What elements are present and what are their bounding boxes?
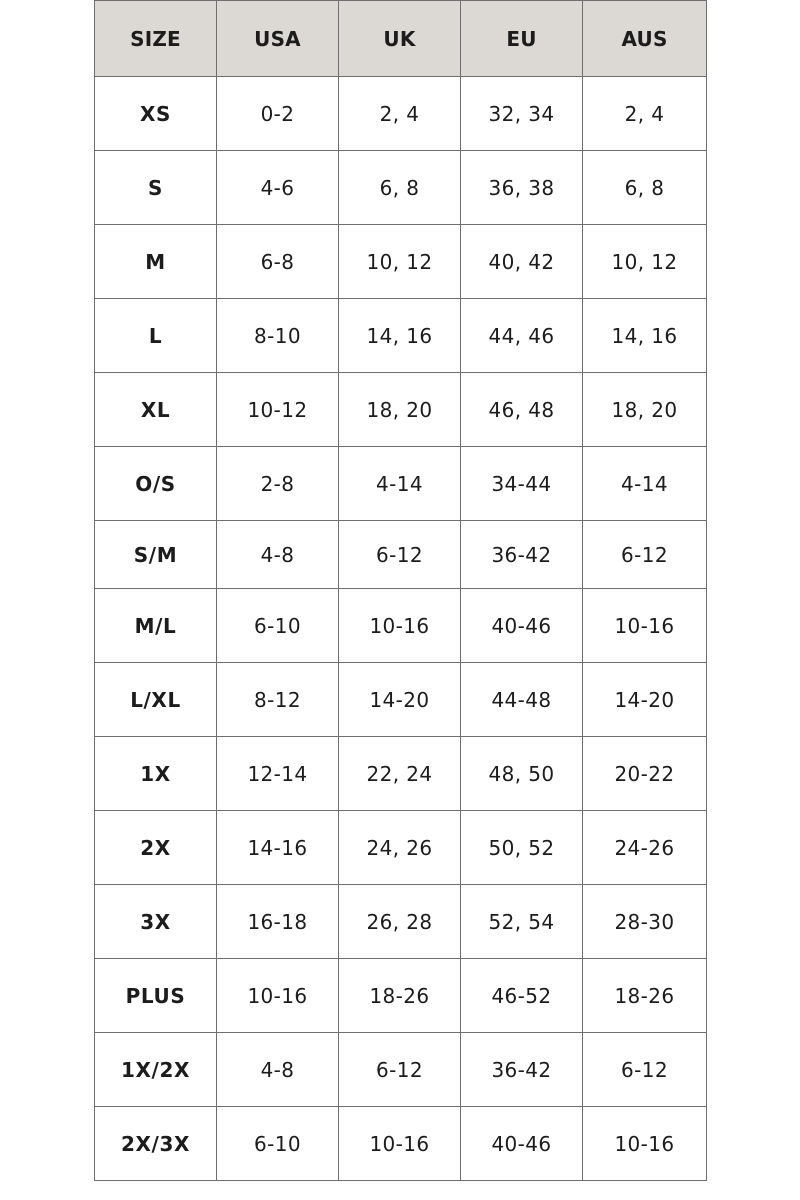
uk-cell: 6-12 <box>339 521 461 589</box>
aus-cell: 10-16 <box>583 1107 707 1181</box>
size-chart-body <box>95 77 707 1181</box>
size-cell: 3X <box>95 885 217 959</box>
size-cell: PLUS <box>95 959 217 1033</box>
table-row <box>95 959 707 1033</box>
usa-cell: 2-8 <box>217 447 339 521</box>
aus-cell: 28-30 <box>583 885 707 959</box>
table-row <box>95 521 707 589</box>
aus-cell: 6, 8 <box>583 151 707 225</box>
header-uk: UK <box>339 1 461 77</box>
aus-cell: 2, 4 <box>583 77 707 151</box>
uk-cell: 24, 26 <box>339 811 461 885</box>
usa-cell: 10-16 <box>217 959 339 1033</box>
size-cell: M/L <box>95 589 217 663</box>
eu-cell: 46-52 <box>461 959 583 1033</box>
eu-cell: 40-46 <box>461 1107 583 1181</box>
header-size: SIZE <box>95 1 217 77</box>
aus-cell: 10-16 <box>583 589 707 663</box>
table-row <box>95 885 707 959</box>
size-cell: 1X <box>95 737 217 811</box>
eu-cell: 46, 48 <box>461 373 583 447</box>
size-cell: M <box>95 225 217 299</box>
eu-cell: 32, 34 <box>461 77 583 151</box>
uk-cell: 6-12 <box>339 1033 461 1107</box>
usa-cell: 4-6 <box>217 151 339 225</box>
size-cell: 2X <box>95 811 217 885</box>
aus-cell: 6-12 <box>583 521 707 589</box>
table-row <box>95 447 707 521</box>
uk-cell: 10-16 <box>339 1107 461 1181</box>
size-cell: S/M <box>95 521 217 589</box>
usa-cell: 6-8 <box>217 225 339 299</box>
usa-cell: 4-8 <box>217 1033 339 1107</box>
table-row <box>95 77 707 151</box>
size-cell: L <box>95 299 217 373</box>
usa-cell: 6-10 <box>217 589 339 663</box>
usa-cell: 8-12 <box>217 663 339 737</box>
table-row <box>95 811 707 885</box>
usa-cell: 0-2 <box>217 77 339 151</box>
uk-cell: 10-16 <box>339 589 461 663</box>
header-aus: AUS <box>583 1 707 77</box>
size-cell: 1X/2X <box>95 1033 217 1107</box>
header-row <box>95 1 707 77</box>
usa-cell: 12-14 <box>217 737 339 811</box>
usa-cell: 4-8 <box>217 521 339 589</box>
aus-cell: 24-26 <box>583 811 707 885</box>
usa-cell: 10-12 <box>217 373 339 447</box>
usa-cell: 16-18 <box>217 885 339 959</box>
size-chart-header <box>95 1 707 77</box>
aus-cell: 14, 16 <box>583 299 707 373</box>
uk-cell: 4-14 <box>339 447 461 521</box>
aus-cell: 6-12 <box>583 1033 707 1107</box>
uk-cell: 6, 8 <box>339 151 461 225</box>
size-cell: XS <box>95 77 217 151</box>
aus-cell: 4-14 <box>583 447 707 521</box>
eu-cell: 34-44 <box>461 447 583 521</box>
table-row <box>95 373 707 447</box>
table-row <box>95 225 707 299</box>
size-cell: S <box>95 151 217 225</box>
usa-cell: 14-16 <box>217 811 339 885</box>
aus-cell: 20-22 <box>583 737 707 811</box>
usa-cell: 8-10 <box>217 299 339 373</box>
eu-cell: 50, 52 <box>461 811 583 885</box>
eu-cell: 48, 50 <box>461 737 583 811</box>
uk-cell: 18, 20 <box>339 373 461 447</box>
table-row <box>95 589 707 663</box>
eu-cell: 36-42 <box>461 521 583 589</box>
uk-cell: 10, 12 <box>339 225 461 299</box>
header-usa: USA <box>217 1 339 77</box>
uk-cell: 18-26 <box>339 959 461 1033</box>
size-cell: L/XL <box>95 663 217 737</box>
uk-cell: 14, 16 <box>339 299 461 373</box>
eu-cell: 44-48 <box>461 663 583 737</box>
size-chart-table <box>94 0 707 1181</box>
uk-cell: 14-20 <box>339 663 461 737</box>
table-row <box>95 1033 707 1107</box>
aus-cell: 10, 12 <box>583 225 707 299</box>
size-cell: O/S <box>95 447 217 521</box>
header-eu: EU <box>461 1 583 77</box>
eu-cell: 36, 38 <box>461 151 583 225</box>
size-cell: XL <box>95 373 217 447</box>
eu-cell: 36-42 <box>461 1033 583 1107</box>
uk-cell: 22, 24 <box>339 737 461 811</box>
table-row <box>95 1107 707 1181</box>
table-row <box>95 737 707 811</box>
uk-cell: 26, 28 <box>339 885 461 959</box>
eu-cell: 40, 42 <box>461 225 583 299</box>
size-cell: 2X/3X <box>95 1107 217 1181</box>
uk-cell: 2, 4 <box>339 77 461 151</box>
table-row <box>95 151 707 225</box>
aus-cell: 18-26 <box>583 959 707 1033</box>
eu-cell: 40-46 <box>461 589 583 663</box>
usa-cell: 6-10 <box>217 1107 339 1181</box>
aus-cell: 14-20 <box>583 663 707 737</box>
table-row <box>95 663 707 737</box>
table-row <box>95 299 707 373</box>
aus-cell: 18, 20 <box>583 373 707 447</box>
eu-cell: 44, 46 <box>461 299 583 373</box>
eu-cell: 52, 54 <box>461 885 583 959</box>
